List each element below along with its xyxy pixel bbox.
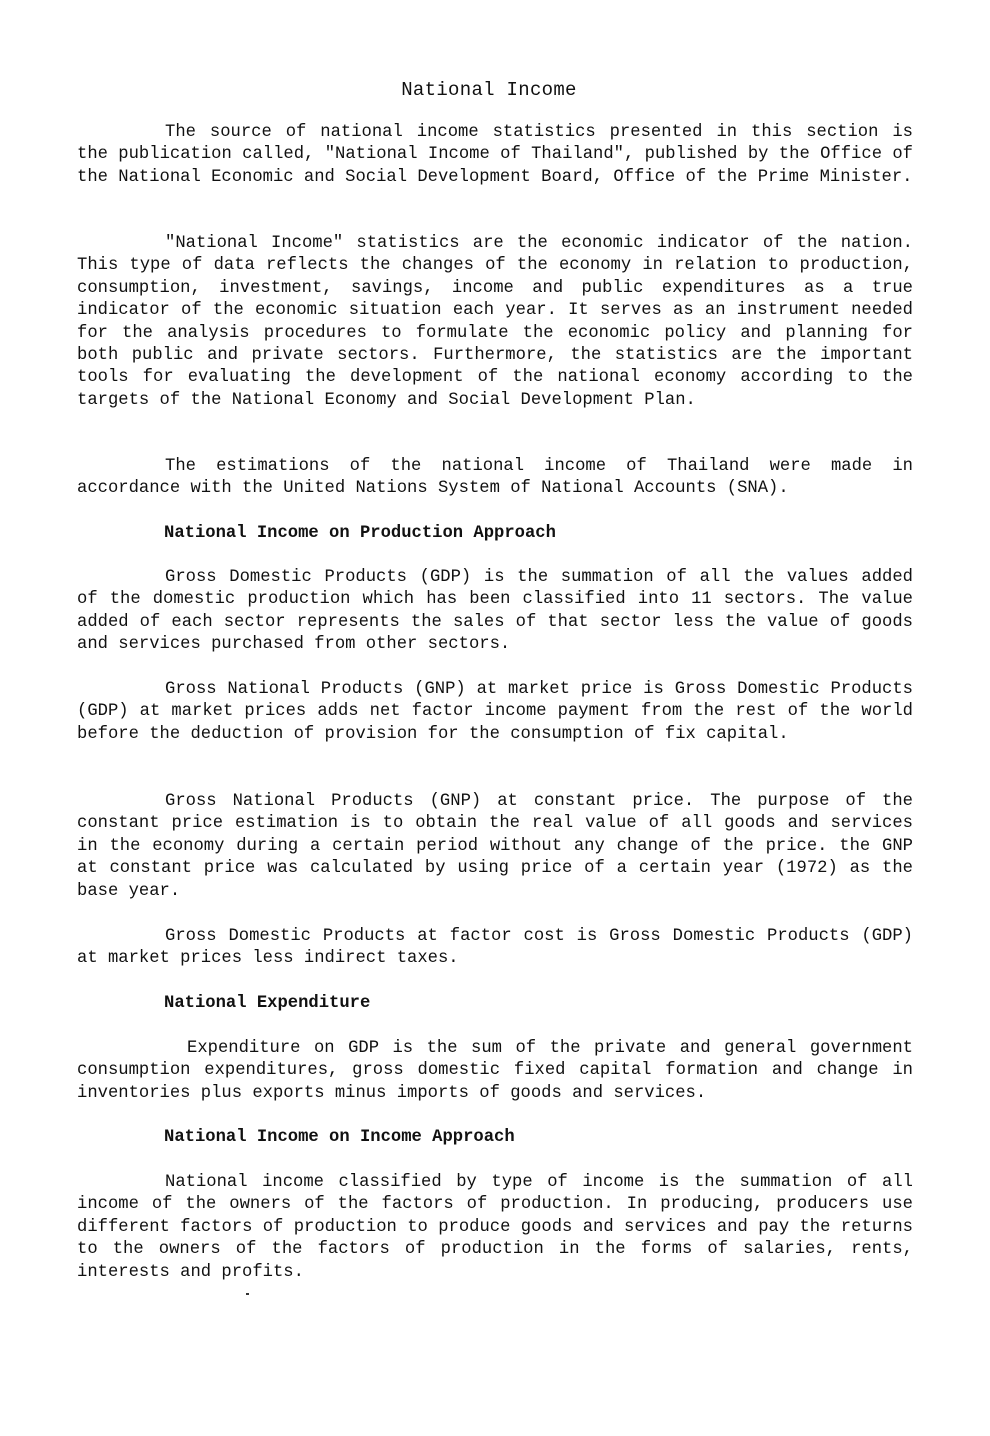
paragraph-income-classification: National income classified by type of income is the summation of all income of the owners of the factors of production. In producing, producers use different factors of production to produce goods and services and pay the returns to the owners of the factors of production in the forms of salaries, rents, interests and profits.: [77, 1173, 913, 1282]
intro-paragraph-source: The source of national income statistics presented in this section is the publication called, "National Income of Thailand", published by the Office of the National Economic and Social Development Board, Office of the Prime Minister.: [77, 123, 913, 187]
page-title: National Income: [401, 79, 577, 101]
paragraph-gdp-definition: Gross Domestic Products (GDP) is the summation of all the values added of the domestic production which has been classified into 11 sectors. The value added of each sector represents the sales of that sector less the value of goods and services purchased from other sectors.: [77, 568, 913, 655]
heading-income-approach: National Income on Income Approach: [164, 1128, 515, 1147]
heading-national-expenditure: National Expenditure: [164, 994, 371, 1013]
heading-production-approach: National Income on Production Approach: [164, 524, 556, 543]
paragraph-sna-estimation: The estimations of the national income of Thailand were made in accordance with the United Nations System of National Accounts (SNA).: [77, 457, 913, 499]
scan-speck: [246, 1293, 249, 1295]
paragraph-gdp-factor-cost: Gross Domestic Products at factor cost is Gross Domestic Products (GDP) at market prices less indirect taxes.: [77, 927, 913, 969]
paragraph-gnp-constant-price: Gross National Products (GNP) at constant price. The purpose of the constant price estimation is to obtain the real value of all goods and services in the economy during a certain period without any change of the price. the GNP at constant price was calculated by using price of a certain year (1972) as the base year.: [77, 792, 913, 901]
paragraph-expenditure-on-gdp: Expenditure on GDP is the sum of the private and general government consumption expenditures, gross domestic fixed capital formation and change in inventories plus exports minus imports of goods and services.: [77, 1039, 913, 1103]
paragraph-national-income-definition: "National Income" statistics are the economic indicator of the nation. This type of data reflects the changes of the economy in relation to production, consumption, investment, savings, income and public expenditures as a true indicator of the economic situation each year. It serves as an instrument needed for the analysis procedures to formulate the economic policy and planning for both public and private sectors. Furthermore, the statistics are the important tools for evaluating the development of the national economy according to the targets of the National Economy and Social Development Plan.: [77, 234, 913, 410]
paragraph-gnp-market-price: Gross National Products (GNP) at market price is Gross Domestic Products (GDP) at market prices adds net factor income payment from the rest of the world before the deduction of provision for the consumption of fix capital.: [77, 680, 913, 744]
